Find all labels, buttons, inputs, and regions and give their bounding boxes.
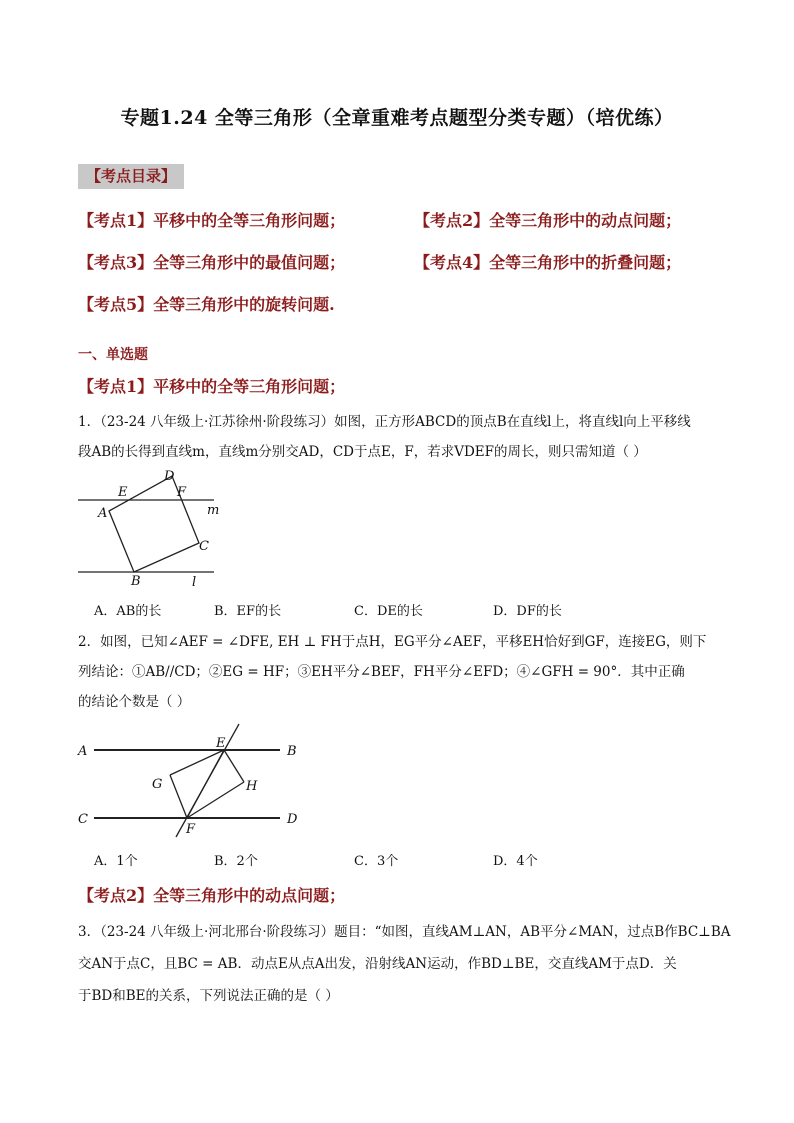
q2-option-d[interactable]: D．4个: [493, 854, 538, 869]
label-A: A: [98, 506, 108, 521]
label-m: m: [207, 503, 220, 518]
q2-line1: 2．如图，已知∠AEF = ∠DFE, EH ⊥ FH于点H，EG平分∠AEF，平移EH恰好到GF，连接EG，则下: [78, 634, 707, 650]
q1-option-b[interactable]: B．EF的长: [214, 604, 282, 619]
q1-line2: 段AB的长得到直线m，直线m分别交AD，CD于点E，F，若求VDEF的周长，则只需知道（ ）: [78, 444, 647, 460]
label-A: A: [78, 744, 88, 759]
label-C: C: [199, 539, 209, 554]
toc-item-3[interactable]: 【考点3】全等三角形中的最值问题；: [78, 253, 346, 272]
label-D: D: [164, 469, 175, 484]
kp2-heading: 【考点2】全等三角形中的动点问题；: [78, 886, 346, 905]
q3-line2: 交AN于点C，且BC = AB．动点E从点A出发，沿射线AN运动，作BD⊥BE，交直线AM于点D．关: [78, 956, 677, 972]
toc-item-5[interactable]: 【考点5】全等三角形中的旋转问题.: [78, 295, 335, 314]
q1-option-c[interactable]: C．DE的长: [354, 604, 423, 619]
q1-option-d[interactable]: D．DF的长: [493, 604, 562, 619]
q2-option-c[interactable]: C．3个: [354, 854, 399, 869]
q2-option-a[interactable]: A．1个: [94, 854, 138, 869]
toc-label: 【考点目录】: [78, 164, 184, 189]
label-H: H: [246, 779, 258, 794]
q1-figure: [76, 466, 226, 590]
q2-line2: 列结论：①AB//CD；②EG = HF；③EH平分∠BEF，FH平分∠EFD；④∠GFH = 90°．其中正确: [78, 664, 685, 680]
label-B: B: [287, 744, 297, 759]
label-F: F: [177, 485, 187, 500]
toc-item-2[interactable]: 【考点2】全等三角形中的动点问题；: [414, 211, 682, 230]
q2-figure: [72, 720, 312, 842]
q2-line3: 的结论个数是（ ）: [78, 694, 191, 710]
label-E: E: [216, 736, 226, 751]
kp1-heading: 【考点1】平移中的全等三角形问题；: [78, 377, 346, 396]
q1-line1: 1．（23-24 八年级上·江苏徐州·阶段练习）如图，正方形ABCD的顶点B在直线l上，将直线l向上平移线: [78, 414, 691, 430]
toc-item-1[interactable]: 【考点1】平移中的全等三角形问题；: [78, 211, 346, 230]
q3-line3: 于BD和BE的关系，下列说法正确的是（ ）: [78, 988, 339, 1004]
label-G: G: [152, 777, 163, 792]
label-E: E: [118, 485, 128, 500]
section-heading: 一、单选题: [78, 347, 148, 363]
label-B: B: [131, 574, 141, 589]
page-title: 专题1.24 全等三角形（全章重难考点题型分类专题）（培优练）: [120, 107, 674, 129]
label-D: D: [287, 812, 298, 827]
q3-line1: 3．（23-24 八年级上·河北邢台·阶段练习）题目：“如图，直线AM⊥AN，AB平分∠MAN，过点B作BC⊥BA: [78, 924, 731, 940]
label-C: C: [78, 812, 88, 827]
label-F: F: [186, 822, 196, 837]
q1-option-a[interactable]: A．AB的长: [94, 604, 162, 619]
label-l: l: [192, 575, 197, 590]
toc-item-4[interactable]: 【考点4】全等三角形中的折叠问题；: [414, 253, 682, 272]
q2-option-b[interactable]: B．2个: [214, 854, 258, 869]
